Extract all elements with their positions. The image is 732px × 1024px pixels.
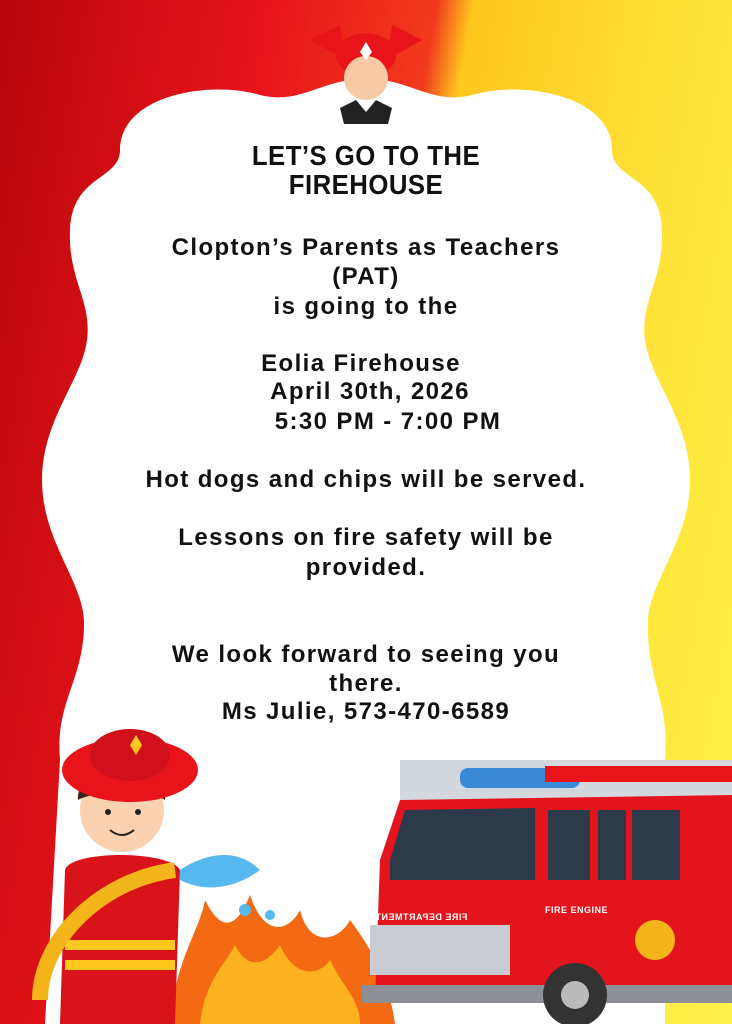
truck-door-text: FIRE ENGINE [545,905,609,915]
venue: Eolia Firehouse [261,350,461,377]
org-line-1: Clopton’s Parents as Teachers [171,234,561,261]
fire-truck-illustration [362,760,732,1024]
closing-line-1: We look forward to seeing you [171,641,561,668]
title-line-1: LET’S GO TO THE [251,140,481,171]
event-date: April 30th, 2026 [270,378,470,405]
contact-info: Ms Julie, 573-470-6589 [221,698,511,725]
food-note: Hot dogs and chips will be served. [145,466,587,493]
truck-side-text: FIRE DEPARTMENT [375,912,468,922]
event-time: 5:30 PM - 7:00 PM [274,408,502,435]
org-line-3: is going to the [273,293,459,320]
lesson-line-2: provided. [305,554,427,581]
closing-line-2: there. [329,670,403,697]
org-line-2: (PAT) [332,263,400,290]
lesson-line-1: Lessons on fire safety will be [178,524,554,551]
title-line-2: FIREHOUSE [288,169,444,200]
